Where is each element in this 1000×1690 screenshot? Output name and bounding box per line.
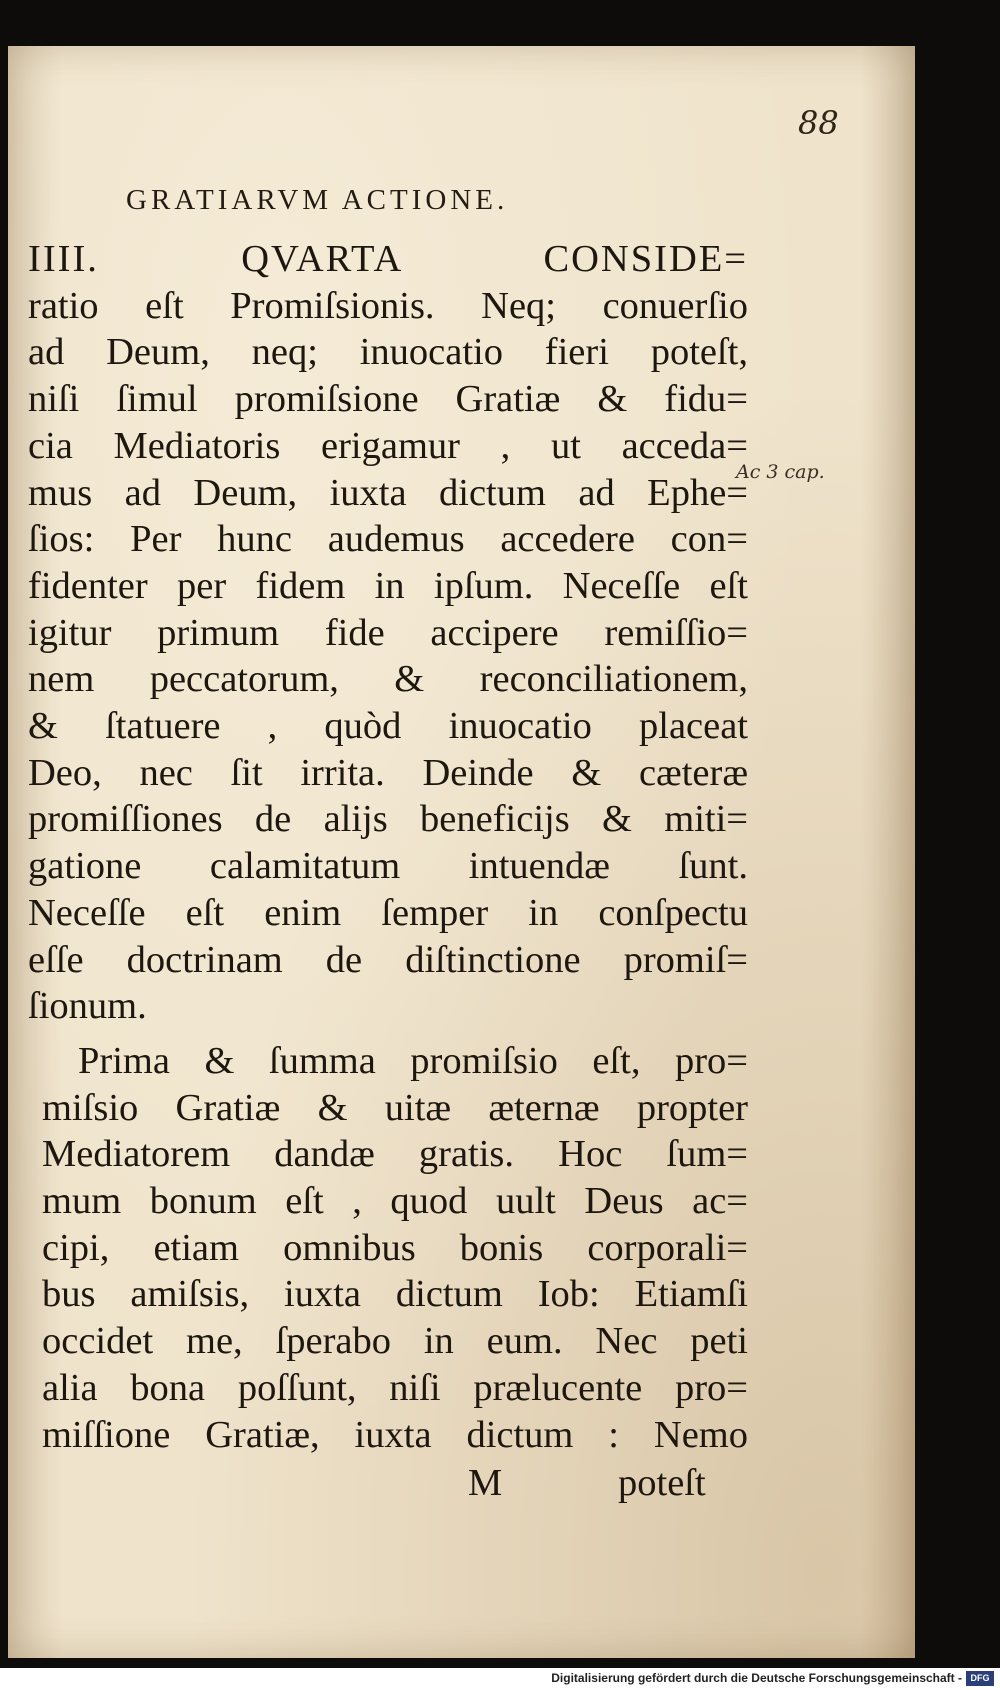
text-line: niſi ſimul promiſsione Gratiæ & fidu= — [28, 378, 748, 421]
margin-note: Ac 3 cap. — [736, 461, 825, 483]
text-line: Mediatorem dandæ gratis. Hoc ſum= — [42, 1133, 748, 1176]
page-footer-line — [28, 1460, 748, 1506]
text-line: cia Mediatoris erigamur , ut acceda= — [28, 424, 748, 467]
text-line: nem peccatorum, & reconciliationem, — [28, 658, 748, 701]
text-line: miſſione Gratiæ, iuxta dictum : Nemo — [42, 1413, 748, 1456]
text-line: occidet me, ſperabo in eum. Nec peti — [42, 1320, 748, 1363]
book-page — [8, 46, 915, 1658]
text-line: fidenter per fidem in ipſum. Neceſſe eſt — [28, 564, 748, 607]
text-line: igitur primum fide accipere remiſſio= — [28, 611, 748, 654]
dfg-logo: DFG — [966, 1671, 994, 1686]
text-line: ſios: Per hunc audemus accedere con= — [28, 518, 748, 561]
text-line: cipi, etiam omnibus bonis corporali= — [42, 1226, 748, 1269]
signature-mark: M — [468, 1462, 503, 1505]
catchword: poteſt — [618, 1462, 706, 1505]
text-line: bus amiſsis, iuxta dictum Iob: Etiamſi — [42, 1273, 748, 1316]
text-line: ratio eſt Promiſsionis. Neq; conuerſio — [28, 284, 748, 327]
text-line: mum bonum eſt , quod uult Deus ac= — [42, 1180, 748, 1223]
text-line: mus ad Deum, iuxta dictum ad Ephe= — [28, 471, 748, 514]
text-block — [28, 236, 748, 1506]
text-line: eſſe doctrinam de diſtinctione promiſ= — [28, 938, 748, 981]
text-line: alia bona poſſunt, niſi prælucente pro= — [42, 1366, 748, 1409]
running-head: GRATIARVM ACTIONE. — [126, 184, 509, 216]
text-line: Deo, nec ſit irrita. Deinde & cæteræ — [28, 751, 748, 794]
paragraph-gap — [28, 1030, 748, 1038]
text-line: Prima & ſumma promiſsio eſt, pro= — [78, 1039, 748, 1082]
funding-credit: Digitalisierung gefördert durch die Deutsche Forschungsgemeinschaft - — [551, 1671, 962, 1685]
folio-number: 88 — [798, 104, 839, 142]
text-line: IIII. QVARTA CONSIDE= — [28, 238, 748, 280]
text-line: gatione calamitatum intuendæ ſunt. — [28, 845, 748, 888]
text-line: promiſſiones de alijs beneficijs & miti= — [28, 798, 748, 841]
text-line: miſsio Gratiæ & uitæ æternæ propter — [42, 1086, 748, 1129]
text-line: Neceſſe eſt enim ſemper in conſpectu — [28, 891, 748, 934]
digitization-footer — [0, 1668, 1000, 1690]
text-line: ſionum. — [28, 985, 147, 1028]
text-line: ad Deum, neq; inuocatio fieri poteſt, — [28, 331, 748, 374]
text-line: & ſtatuere , quòd inuocatio placeat — [28, 705, 748, 748]
